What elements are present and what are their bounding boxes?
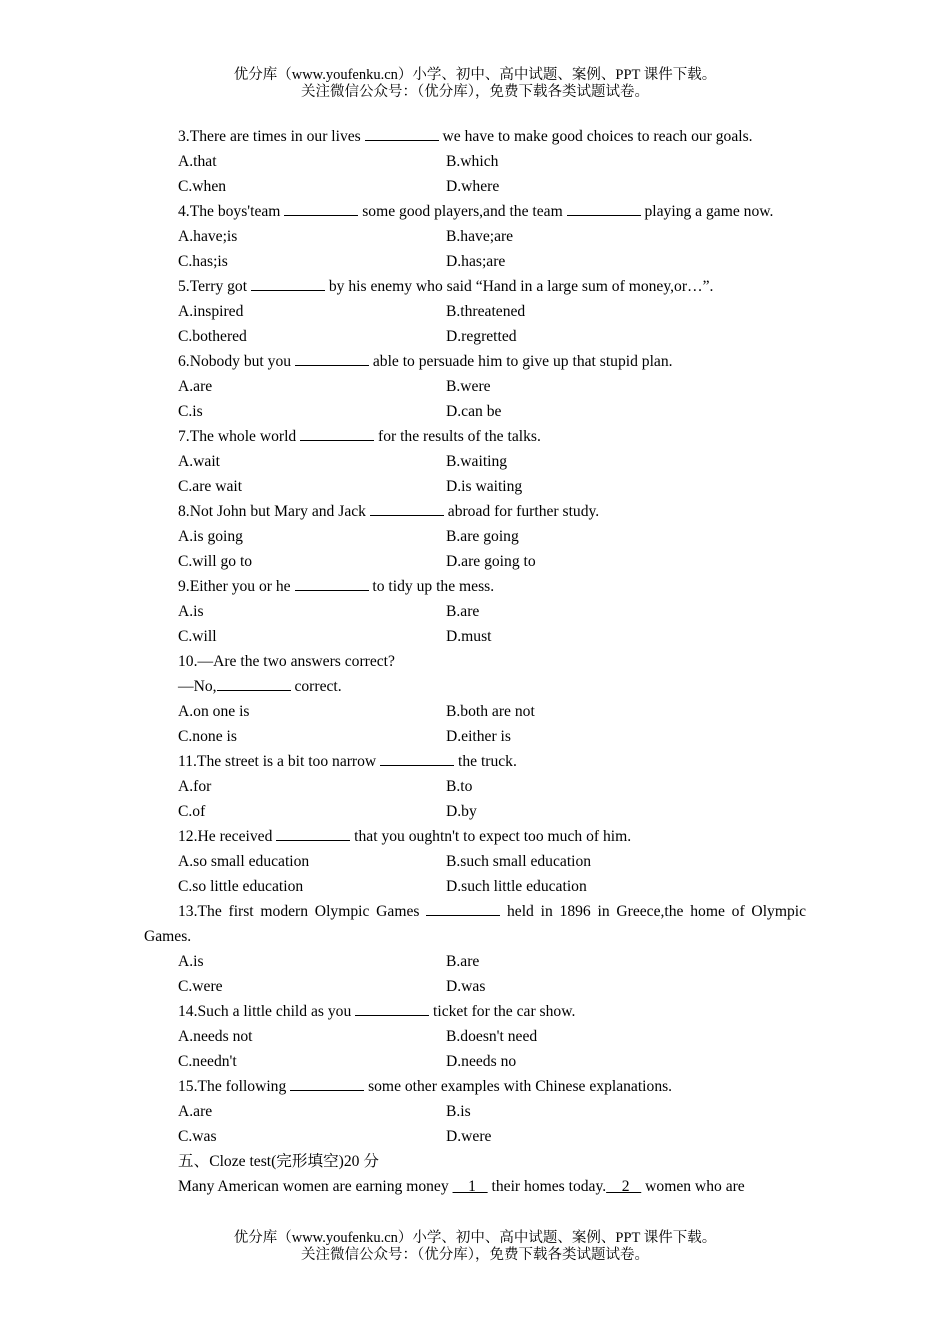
option-d: D.where bbox=[446, 178, 500, 195]
option-c: C.so little education bbox=[178, 878, 304, 895]
options-row bbox=[144, 1124, 806, 1149]
option-d: D.either is bbox=[446, 728, 511, 745]
option-a: A.needs not bbox=[178, 1028, 253, 1045]
question-13: 13.The first modern Olympic Games held in 1896 in Greece,the home of Olympic Games. bbox=[144, 899, 806, 949]
option-d: D.has;are bbox=[446, 253, 506, 270]
cloze-passage: Many American women are earning money 1 their homes today. 2 women who are bbox=[178, 1178, 745, 1195]
options-row bbox=[144, 974, 806, 999]
option-b: B.are going bbox=[446, 528, 519, 545]
option-c: C.will bbox=[178, 628, 217, 645]
options-row bbox=[144, 174, 806, 199]
answer-blank bbox=[300, 425, 374, 441]
cloze-blank-2: 2 bbox=[606, 1178, 642, 1195]
options-row bbox=[144, 149, 806, 174]
options-row bbox=[144, 524, 806, 549]
footer-line-2: 关注微信公众号：（优分库），免费下载各类试题试卷。 bbox=[301, 1247, 649, 1263]
answer-blank bbox=[251, 275, 325, 291]
option-d: D.were bbox=[446, 1128, 492, 1145]
option-a: A.is bbox=[178, 953, 204, 970]
options-row bbox=[144, 624, 806, 649]
page-footer bbox=[0, 1230, 950, 1264]
option-a: A.is bbox=[178, 603, 204, 620]
answer-blank bbox=[380, 750, 454, 766]
option-b: B.such small education bbox=[446, 853, 592, 870]
page-header bbox=[0, 67, 950, 101]
option-d: D.needs no bbox=[446, 1053, 517, 1070]
option-c: C.will go to bbox=[178, 553, 253, 570]
options-row bbox=[144, 1099, 806, 1124]
question-5: 5.Terry got by his enemy who said “Hand in a large sum of money,or…”. bbox=[144, 274, 806, 299]
options-row bbox=[144, 1024, 806, 1049]
options-row bbox=[144, 774, 806, 799]
option-b: B.threatened bbox=[446, 303, 526, 320]
option-b: B.doesn't need bbox=[446, 1028, 538, 1045]
option-a: A.is going bbox=[178, 528, 243, 545]
question-10-reply: —No, correct. bbox=[144, 674, 806, 699]
question-list bbox=[144, 124, 806, 1199]
option-d: D.are going to bbox=[446, 553, 536, 570]
question-12: 12.He received that you oughtn't to expect too much of him. bbox=[144, 824, 806, 849]
options-row bbox=[144, 474, 806, 499]
option-b: B.have;are bbox=[446, 228, 514, 245]
options-row bbox=[144, 374, 806, 399]
question-11: 11.The street is a bit too narrow the truck. bbox=[144, 749, 806, 774]
answer-blank bbox=[217, 675, 291, 691]
option-d: D.was bbox=[446, 978, 486, 995]
answer-blank bbox=[295, 575, 369, 591]
option-d: D.can be bbox=[446, 403, 502, 420]
option-a: A.on one is bbox=[178, 703, 250, 720]
cloze-blank-1: 1 bbox=[452, 1178, 488, 1195]
option-c: C.are wait bbox=[178, 478, 243, 495]
option-d: D.regretted bbox=[446, 328, 517, 345]
answer-blank bbox=[426, 900, 500, 916]
options-row bbox=[144, 299, 806, 324]
option-c: C.needn't bbox=[178, 1053, 237, 1070]
options-row bbox=[144, 599, 806, 624]
answer-blank bbox=[295, 350, 369, 366]
answer-blank bbox=[567, 200, 641, 216]
option-b: B.is bbox=[446, 1103, 471, 1120]
option-c: C.none is bbox=[178, 728, 237, 745]
header-line-1: 优分库（www.youfenku.cn）小学、初中、高中试题、案例、PPT 课件下载。 bbox=[233, 67, 717, 83]
answer-blank bbox=[290, 1075, 364, 1091]
options-row bbox=[144, 1049, 806, 1074]
options-row bbox=[144, 549, 806, 574]
option-c: C.bothered bbox=[178, 328, 247, 345]
question-9: 9.Either you or he to tidy up the mess. bbox=[144, 574, 806, 599]
question-14: 14.Such a little child as you ticket for the car show. bbox=[144, 999, 806, 1024]
option-a: A.for bbox=[178, 778, 212, 795]
header-line-2: 关注微信公众号：（优分库），免费下载各类试题试卷。 bbox=[301, 84, 649, 100]
option-c: C.is bbox=[178, 403, 203, 420]
answer-blank bbox=[355, 1000, 429, 1016]
option-b: B.both are not bbox=[446, 703, 535, 720]
answer-blank bbox=[284, 200, 358, 216]
option-d: D.such little education bbox=[446, 878, 587, 895]
option-d: D.must bbox=[446, 628, 492, 645]
question-10: 10.—Are the two answers correct? bbox=[178, 653, 395, 670]
question-3: 3.There are times in our lives we have to make good choices to reach our goals. bbox=[144, 124, 806, 149]
answer-blank bbox=[276, 825, 350, 841]
options-row bbox=[144, 224, 806, 249]
option-a: A.inspired bbox=[178, 303, 244, 320]
option-b: B.were bbox=[446, 378, 491, 395]
option-b: B.are bbox=[446, 953, 480, 970]
options-row bbox=[144, 249, 806, 274]
option-b: B.to bbox=[446, 778, 473, 795]
section-title: 五、Cloze test(完形填空)20 分 bbox=[178, 1153, 379, 1170]
question-8: 8.Not John but Mary and Jack abroad for further study. bbox=[144, 499, 806, 524]
footer-line-1: 优分库（www.youfenku.cn）小学、初中、高中试题、案例、PPT 课件下载。 bbox=[233, 1230, 717, 1246]
option-a: A.wait bbox=[178, 453, 221, 470]
option-d: D.by bbox=[446, 803, 477, 820]
option-a: A.that bbox=[178, 153, 217, 170]
option-c: C.when bbox=[178, 178, 227, 195]
options-row bbox=[144, 324, 806, 349]
options-row bbox=[144, 874, 806, 899]
option-a: A.so small education bbox=[178, 853, 310, 870]
options-row bbox=[144, 799, 806, 824]
options-row bbox=[144, 699, 806, 724]
option-b: B.are bbox=[446, 603, 480, 620]
options-row bbox=[144, 449, 806, 474]
option-d: D.is waiting bbox=[446, 478, 523, 495]
question-6: 6.Nobody but you able to persuade him to give up that stupid plan. bbox=[144, 349, 806, 374]
answer-blank bbox=[365, 125, 439, 141]
option-a: A.are bbox=[178, 1103, 213, 1120]
answer-blank bbox=[370, 500, 444, 516]
option-b: B.which bbox=[446, 153, 499, 170]
options-row bbox=[144, 399, 806, 424]
question-7: 7.The whole world for the results of the talks. bbox=[144, 424, 806, 449]
options-row bbox=[144, 949, 806, 974]
option-c: C.were bbox=[178, 978, 223, 995]
option-b: B.waiting bbox=[446, 453, 508, 470]
option-c: C.was bbox=[178, 1128, 217, 1145]
options-row bbox=[144, 724, 806, 749]
question-4: 4.The boys'team some good players,and the team playing a game now. bbox=[144, 199, 806, 224]
option-c: C.of bbox=[178, 803, 206, 820]
option-a: A.are bbox=[178, 378, 213, 395]
option-a: A.have;is bbox=[178, 228, 238, 245]
option-c: C.has;is bbox=[178, 253, 228, 270]
options-row bbox=[144, 849, 806, 874]
question-15: 15.The following some other examples with Chinese explanations. bbox=[144, 1074, 806, 1099]
